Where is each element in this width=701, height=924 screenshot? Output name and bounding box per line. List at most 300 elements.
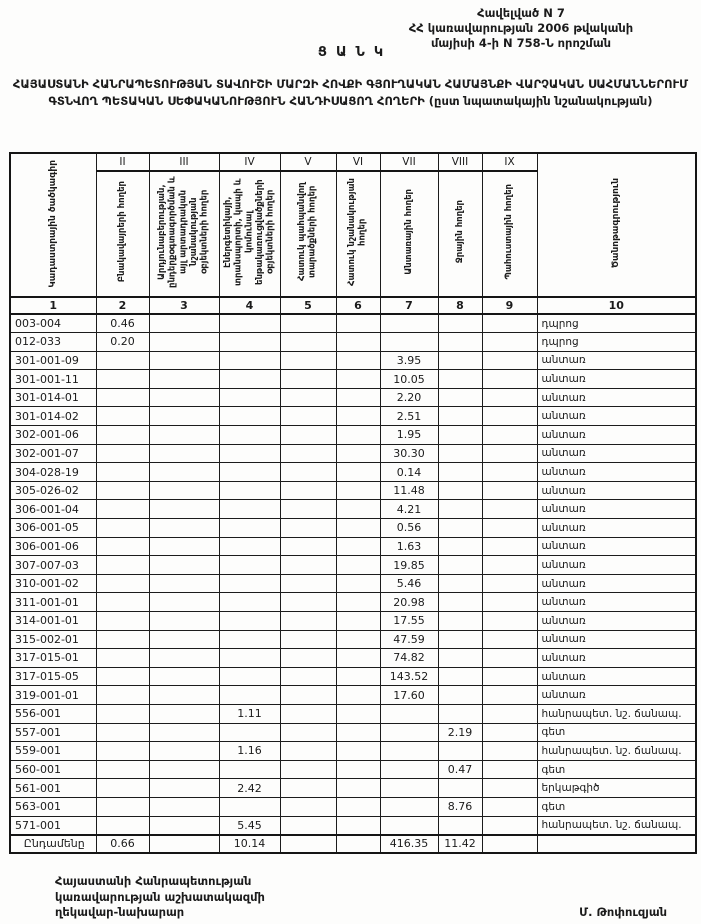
area-value-cell bbox=[149, 351, 219, 370]
column-header-label: Էներգետիկայի, տրանսպորտի, կապի և կոմունալ ենթակառուցվածքների օբյեկտների հողեր bbox=[222, 178, 276, 286]
cadastral-code-cell: 560-001 bbox=[10, 760, 96, 779]
area-value-cell bbox=[438, 574, 482, 593]
area-value-cell bbox=[96, 351, 149, 370]
remark-cell: երկաթգիծ bbox=[537, 779, 696, 798]
area-value-cell bbox=[482, 630, 537, 649]
area-value-cell bbox=[336, 407, 380, 426]
cadastral-code-cell: 311-001-01 bbox=[10, 593, 96, 612]
area-value-cell bbox=[149, 760, 219, 779]
area-value-cell bbox=[280, 556, 336, 575]
table-row bbox=[10, 314, 696, 333]
column-number: 7 bbox=[380, 297, 438, 314]
area-value-cell bbox=[280, 351, 336, 370]
remark-cell: անտառ bbox=[537, 612, 696, 631]
area-value-cell bbox=[482, 797, 537, 816]
area-value-cell bbox=[96, 816, 149, 835]
area-value-cell bbox=[280, 388, 336, 407]
column-number: 6 bbox=[336, 297, 380, 314]
area-value-cell bbox=[149, 704, 219, 723]
area-value-cell bbox=[482, 481, 537, 500]
remark-cell: անտառ bbox=[537, 519, 696, 538]
cadastral-code-cell: 301-001-11 bbox=[10, 370, 96, 389]
area-value-cell bbox=[482, 463, 537, 482]
area-value-cell: 1.11 bbox=[219, 704, 280, 723]
area-value-cell bbox=[482, 779, 537, 798]
area-value-cell bbox=[149, 537, 219, 556]
area-value-cell bbox=[219, 797, 280, 816]
column-header-label: Ծանոթագրություն bbox=[610, 178, 621, 269]
area-value-cell bbox=[482, 742, 537, 761]
area-value-cell bbox=[96, 723, 149, 742]
area-value-cell bbox=[280, 426, 336, 445]
table-row bbox=[10, 351, 696, 370]
area-value-cell bbox=[438, 351, 482, 370]
cadastral-code-cell: 559-001 bbox=[10, 742, 96, 761]
area-value-cell bbox=[149, 388, 219, 407]
area-value-cell bbox=[219, 519, 280, 538]
area-value-cell bbox=[380, 704, 438, 723]
table-row bbox=[10, 797, 696, 816]
area-value-cell: 1.63 bbox=[380, 537, 438, 556]
cadastral-code-cell: 557-001 bbox=[10, 723, 96, 742]
area-value-cell bbox=[482, 519, 537, 538]
signature-name: Մ. Թոփուզյան bbox=[579, 905, 667, 920]
area-value-cell: 11.48 bbox=[380, 481, 438, 500]
cadastral-code-cell: 571-001 bbox=[10, 816, 96, 835]
area-value-cell: 0.47 bbox=[438, 760, 482, 779]
area-value-cell bbox=[280, 593, 336, 612]
area-value-cell bbox=[149, 649, 219, 668]
roman-numeral: VIII bbox=[438, 153, 482, 171]
table-row bbox=[10, 537, 696, 556]
table-row bbox=[10, 407, 696, 426]
area-value-cell bbox=[219, 667, 280, 686]
area-value-cell bbox=[482, 723, 537, 742]
area-value-cell bbox=[149, 370, 219, 389]
area-value-cell bbox=[96, 593, 149, 612]
area-value-cell: 30.30 bbox=[380, 444, 438, 463]
area-value-cell: 0.56 bbox=[380, 519, 438, 538]
area-value-cell bbox=[219, 593, 280, 612]
area-value-cell bbox=[280, 723, 336, 742]
area-value-cell bbox=[438, 444, 482, 463]
area-value-cell bbox=[96, 667, 149, 686]
column-number: 4 bbox=[219, 297, 280, 314]
remark-cell: անտառ bbox=[537, 388, 696, 407]
area-value-cell bbox=[149, 686, 219, 705]
table-row bbox=[10, 760, 696, 779]
area-value-cell bbox=[219, 537, 280, 556]
area-value-cell bbox=[96, 556, 149, 575]
area-value-cell bbox=[336, 574, 380, 593]
area-value-cell bbox=[280, 463, 336, 482]
area-value-cell bbox=[219, 444, 280, 463]
area-value-cell bbox=[219, 426, 280, 445]
cadastral-code-cell: 563-001 bbox=[10, 797, 96, 816]
area-value-cell bbox=[482, 686, 537, 705]
area-value-cell bbox=[482, 500, 537, 519]
cadastral-code-cell: 301-014-02 bbox=[10, 407, 96, 426]
signatory-title bbox=[55, 874, 265, 921]
area-value-cell bbox=[380, 742, 438, 761]
area-value-cell bbox=[149, 407, 219, 426]
area-value-cell bbox=[336, 370, 380, 389]
area-value-cell bbox=[280, 779, 336, 798]
table-row bbox=[10, 816, 696, 835]
area-value-cell bbox=[96, 444, 149, 463]
remark-cell: անտառ bbox=[537, 593, 696, 612]
area-value-cell bbox=[438, 426, 482, 445]
area-value-cell bbox=[336, 704, 380, 723]
area-value-cell bbox=[438, 612, 482, 631]
area-value-cell bbox=[96, 519, 149, 538]
area-value-cell: 20.98 bbox=[380, 593, 438, 612]
table-row bbox=[10, 481, 696, 500]
table-row bbox=[10, 444, 696, 463]
signature-block bbox=[55, 874, 667, 921]
area-value-cell bbox=[96, 630, 149, 649]
column-number: 5 bbox=[280, 297, 336, 314]
area-value-cell bbox=[280, 667, 336, 686]
cadastral-code-cell: 561-001 bbox=[10, 779, 96, 798]
area-value-cell: 17.55 bbox=[380, 612, 438, 631]
remark-cell: հանրապետ. նշ. ճանապ. bbox=[537, 704, 696, 723]
area-value-cell bbox=[482, 351, 537, 370]
table-row bbox=[10, 574, 696, 593]
area-value-cell bbox=[336, 537, 380, 556]
area-value-cell bbox=[482, 704, 537, 723]
document-title: ՑԱՆԿ bbox=[317, 45, 393, 60]
table-row bbox=[10, 742, 696, 761]
area-value-cell bbox=[149, 630, 219, 649]
area-value-cell: 10.14 bbox=[219, 835, 280, 854]
remark-cell: անտառ bbox=[537, 351, 696, 370]
table-row bbox=[10, 593, 696, 612]
cadastral-code-cell: 301-014-01 bbox=[10, 388, 96, 407]
cadastral-code-cell: 302-001-06 bbox=[10, 426, 96, 445]
area-value-cell bbox=[336, 481, 380, 500]
area-value-cell bbox=[482, 612, 537, 631]
table-row bbox=[10, 612, 696, 631]
area-value-cell bbox=[149, 574, 219, 593]
area-value-cell bbox=[336, 351, 380, 370]
area-value-cell bbox=[96, 704, 149, 723]
area-value-cell bbox=[482, 574, 537, 593]
area-value-cell bbox=[219, 370, 280, 389]
table-row bbox=[10, 686, 696, 705]
table-row bbox=[10, 723, 696, 742]
area-value-cell bbox=[482, 537, 537, 556]
area-value-cell bbox=[482, 407, 537, 426]
remark-cell: անտառ bbox=[537, 370, 696, 389]
column-header-protected-lands bbox=[280, 171, 336, 297]
appendix-line: Հավելված N 7 bbox=[477, 6, 565, 20]
area-value-cell bbox=[336, 630, 380, 649]
area-value-cell bbox=[438, 667, 482, 686]
table-row bbox=[10, 519, 696, 538]
area-value-cell bbox=[149, 816, 219, 835]
roman-numeral: IV bbox=[219, 153, 280, 171]
area-value-cell bbox=[380, 816, 438, 835]
area-value-cell bbox=[149, 481, 219, 500]
table-row bbox=[10, 556, 696, 575]
area-value-cell bbox=[280, 686, 336, 705]
area-value-cell bbox=[336, 760, 380, 779]
area-value-cell bbox=[482, 314, 537, 333]
area-value-cell bbox=[219, 388, 280, 407]
cadastral-code-cell: 304-028-19 bbox=[10, 463, 96, 482]
area-value-cell bbox=[438, 816, 482, 835]
area-value-cell bbox=[219, 574, 280, 593]
area-value-cell: 0.20 bbox=[96, 333, 149, 352]
table-row bbox=[10, 388, 696, 407]
land-parcel-table bbox=[9, 152, 697, 854]
area-value-cell bbox=[219, 630, 280, 649]
area-value-cell: 19.85 bbox=[380, 556, 438, 575]
area-value-cell: 17.60 bbox=[380, 686, 438, 705]
area-value-cell bbox=[336, 463, 380, 482]
remark-cell: անտառ bbox=[537, 444, 696, 463]
remark-cell: դպրոց bbox=[537, 333, 696, 352]
column-number: 9 bbox=[482, 297, 537, 314]
area-value-cell bbox=[438, 537, 482, 556]
area-value-cell bbox=[482, 556, 537, 575]
area-value-cell bbox=[219, 481, 280, 500]
area-value-cell: 1.95 bbox=[380, 426, 438, 445]
area-value-cell bbox=[336, 612, 380, 631]
area-value-cell bbox=[219, 463, 280, 482]
area-value-cell bbox=[380, 314, 438, 333]
area-value-cell bbox=[219, 649, 280, 668]
area-value-cell bbox=[336, 593, 380, 612]
area-value-cell bbox=[280, 612, 336, 631]
area-value-cell bbox=[96, 574, 149, 593]
area-value-cell bbox=[336, 500, 380, 519]
area-value-cell bbox=[149, 556, 219, 575]
column-header-label: Բնակավայրերի հողեր bbox=[117, 181, 128, 283]
remark-cell: գետ bbox=[537, 760, 696, 779]
area-value-cell bbox=[149, 667, 219, 686]
column-number: 1 bbox=[10, 297, 96, 314]
remark-cell: դպրոց bbox=[537, 314, 696, 333]
area-value-cell bbox=[336, 797, 380, 816]
area-value-cell bbox=[149, 593, 219, 612]
signatory-title-line: Հայաստանի Հանրապետության bbox=[55, 874, 252, 888]
area-value-cell bbox=[280, 314, 336, 333]
table-row bbox=[10, 426, 696, 445]
column-number-row bbox=[10, 297, 696, 314]
area-value-cell bbox=[438, 779, 482, 798]
area-value-cell bbox=[438, 500, 482, 519]
area-value-cell bbox=[438, 686, 482, 705]
area-value-cell: 0.66 bbox=[96, 835, 149, 854]
area-value-cell bbox=[482, 649, 537, 668]
remark-cell: անտառ bbox=[537, 556, 696, 575]
cadastral-code-cell: 315-002-01 bbox=[10, 630, 96, 649]
area-value-cell bbox=[482, 444, 537, 463]
remark-cell: գետ bbox=[537, 723, 696, 742]
column-header-label: Պահուստային հողեր bbox=[504, 184, 515, 280]
area-value-cell bbox=[280, 797, 336, 816]
cadastral-code-cell: 319-001-01 bbox=[10, 686, 96, 705]
area-value-cell bbox=[438, 519, 482, 538]
area-value-cell bbox=[280, 519, 336, 538]
remark-cell: անտառ bbox=[537, 667, 696, 686]
cadastral-code-cell: 305-026-02 bbox=[10, 481, 96, 500]
area-value-cell bbox=[336, 835, 380, 854]
area-value-cell bbox=[336, 388, 380, 407]
roman-numeral: VII bbox=[380, 153, 438, 171]
area-value-cell bbox=[219, 500, 280, 519]
appendix-line: մայիսի 4-ի N 758-Ն որոշման bbox=[430, 35, 612, 50]
column-header-forest-lands bbox=[380, 171, 438, 297]
area-value-cell bbox=[380, 760, 438, 779]
cadastral-code-cell: 003-004 bbox=[10, 314, 96, 333]
column-header-special-purpose-lands bbox=[336, 171, 380, 297]
remark-cell: անտառ bbox=[537, 407, 696, 426]
area-value-cell bbox=[280, 835, 336, 854]
area-value-cell bbox=[96, 649, 149, 668]
area-value-cell bbox=[438, 704, 482, 723]
area-value-cell bbox=[219, 760, 280, 779]
area-value-cell bbox=[336, 444, 380, 463]
document-subtitle: ՀԱՅԱՍՏԱՆԻ ՀԱՆՐԱՊԵՏՈՒԹՅԱՆ ՏԱՎՈՒՇԻ ՄԱՐԶԻ ՀՈՎՔԻ ԳՅՈՒՂԱԿԱՆ ՀԱՄԱՅՆՔԻ ՎԱՐՉԱԿԱՆ ՍԱՀՄԱՆՆԵՐՈՒՄ ԳՏՆՎՈՂ ՊԵՏԱԿԱՆ ՍԵՓԱԿԱՆՈՒԹՅՈՒՆ ՀԱՆԴԻՍԱՑՈՂ ՀՈՂԵՐԻ (ըստ նպատակային նշանակության) bbox=[12, 77, 689, 108]
table-row bbox=[10, 667, 696, 686]
area-value-cell bbox=[380, 723, 438, 742]
area-value-cell bbox=[280, 574, 336, 593]
table-row bbox=[10, 370, 696, 389]
roman-numeral: III bbox=[149, 153, 219, 171]
area-value-cell bbox=[96, 500, 149, 519]
cadastral-code-cell: 306-001-04 bbox=[10, 500, 96, 519]
area-value-cell bbox=[438, 463, 482, 482]
area-value-cell bbox=[438, 742, 482, 761]
cadastral-code-cell: 301-001-09 bbox=[10, 351, 96, 370]
area-value-cell: 0.14 bbox=[380, 463, 438, 482]
table-body bbox=[10, 314, 696, 853]
area-value-cell: 2.42 bbox=[219, 779, 280, 798]
cadastral-code-cell: 310-001-02 bbox=[10, 574, 96, 593]
area-value-cell bbox=[96, 612, 149, 631]
area-value-cell bbox=[336, 742, 380, 761]
area-value-cell bbox=[149, 742, 219, 761]
area-value-cell bbox=[96, 686, 149, 705]
area-value-cell bbox=[219, 333, 280, 352]
area-value-cell bbox=[149, 333, 219, 352]
area-value-cell bbox=[219, 686, 280, 705]
area-value-cell bbox=[336, 556, 380, 575]
cadastral-code-cell: 307-007-03 bbox=[10, 556, 96, 575]
area-value-cell: 5.46 bbox=[380, 574, 438, 593]
area-value-cell: 2.20 bbox=[380, 388, 438, 407]
total-row bbox=[10, 835, 696, 854]
area-value-cell bbox=[149, 612, 219, 631]
column-number: 10 bbox=[537, 297, 696, 314]
cadastral-code-cell: 317-015-01 bbox=[10, 649, 96, 668]
cadastral-code-cell: 556-001 bbox=[10, 704, 96, 723]
remark-cell bbox=[537, 835, 696, 854]
area-value-cell bbox=[219, 351, 280, 370]
area-value-cell: 11.42 bbox=[438, 835, 482, 854]
area-value-cell bbox=[219, 556, 280, 575]
area-value-cell bbox=[96, 407, 149, 426]
remark-cell: անտառ bbox=[537, 649, 696, 668]
area-value-cell bbox=[438, 481, 482, 500]
table-row bbox=[10, 500, 696, 519]
area-value-cell bbox=[438, 333, 482, 352]
remark-cell: անտառ bbox=[537, 463, 696, 482]
area-value-cell: 4.21 bbox=[380, 500, 438, 519]
area-value-cell bbox=[336, 667, 380, 686]
column-number: 2 bbox=[96, 297, 149, 314]
area-value-cell bbox=[380, 797, 438, 816]
area-value-cell bbox=[438, 593, 482, 612]
remark-cell: անտառ bbox=[537, 574, 696, 593]
area-value-cell bbox=[438, 370, 482, 389]
roman-numeral: V bbox=[280, 153, 336, 171]
area-value-cell: 3.95 bbox=[380, 351, 438, 370]
area-value-cell bbox=[482, 816, 537, 835]
area-value-cell bbox=[96, 426, 149, 445]
area-value-cell bbox=[482, 760, 537, 779]
cadastral-code-cell: 012-033 bbox=[10, 333, 96, 352]
column-header-remark bbox=[537, 153, 696, 297]
remark-cell: անտառ bbox=[537, 686, 696, 705]
column-number: 3 bbox=[149, 297, 219, 314]
area-value-cell bbox=[96, 481, 149, 500]
area-value-cell: 8.76 bbox=[438, 797, 482, 816]
area-value-cell bbox=[336, 723, 380, 742]
area-value-cell bbox=[438, 630, 482, 649]
area-value-cell bbox=[96, 742, 149, 761]
remark-cell: հանրապետ. նշ. ճանապ. bbox=[537, 816, 696, 835]
area-value-cell bbox=[280, 500, 336, 519]
area-value-cell bbox=[336, 779, 380, 798]
area-value-cell bbox=[380, 779, 438, 798]
table-row bbox=[10, 649, 696, 668]
area-value-cell bbox=[149, 444, 219, 463]
signatory-title-line: ղեկավար-նախարար bbox=[55, 905, 185, 920]
area-value-cell bbox=[219, 314, 280, 333]
area-value-cell bbox=[96, 779, 149, 798]
area-value-cell bbox=[96, 370, 149, 389]
cadastral-code-cell: 317-015-05 bbox=[10, 667, 96, 686]
column-header-water-lands bbox=[438, 171, 482, 297]
area-value-cell bbox=[96, 463, 149, 482]
total-label-cell: Ընդամենը bbox=[10, 835, 96, 854]
cadastral-code-cell: 314-001-01 bbox=[10, 612, 96, 631]
area-value-cell bbox=[336, 649, 380, 668]
area-value-cell bbox=[149, 779, 219, 798]
area-value-cell bbox=[336, 426, 380, 445]
area-value-cell bbox=[280, 704, 336, 723]
cadastral-code-cell: 302-001-07 bbox=[10, 444, 96, 463]
area-value-cell bbox=[149, 797, 219, 816]
area-value-cell bbox=[280, 630, 336, 649]
table-row bbox=[10, 779, 696, 798]
table-row bbox=[10, 463, 696, 482]
area-value-cell bbox=[149, 835, 219, 854]
remark-cell: անտառ bbox=[537, 481, 696, 500]
table-row bbox=[10, 333, 696, 352]
area-value-cell bbox=[438, 556, 482, 575]
area-value-cell bbox=[482, 333, 537, 352]
column-header-label: Կադաստրային ծածկագիր bbox=[47, 159, 58, 288]
area-value-cell bbox=[149, 519, 219, 538]
area-value-cell bbox=[438, 314, 482, 333]
column-header-settlement-lands bbox=[96, 171, 149, 297]
table-row bbox=[10, 630, 696, 649]
